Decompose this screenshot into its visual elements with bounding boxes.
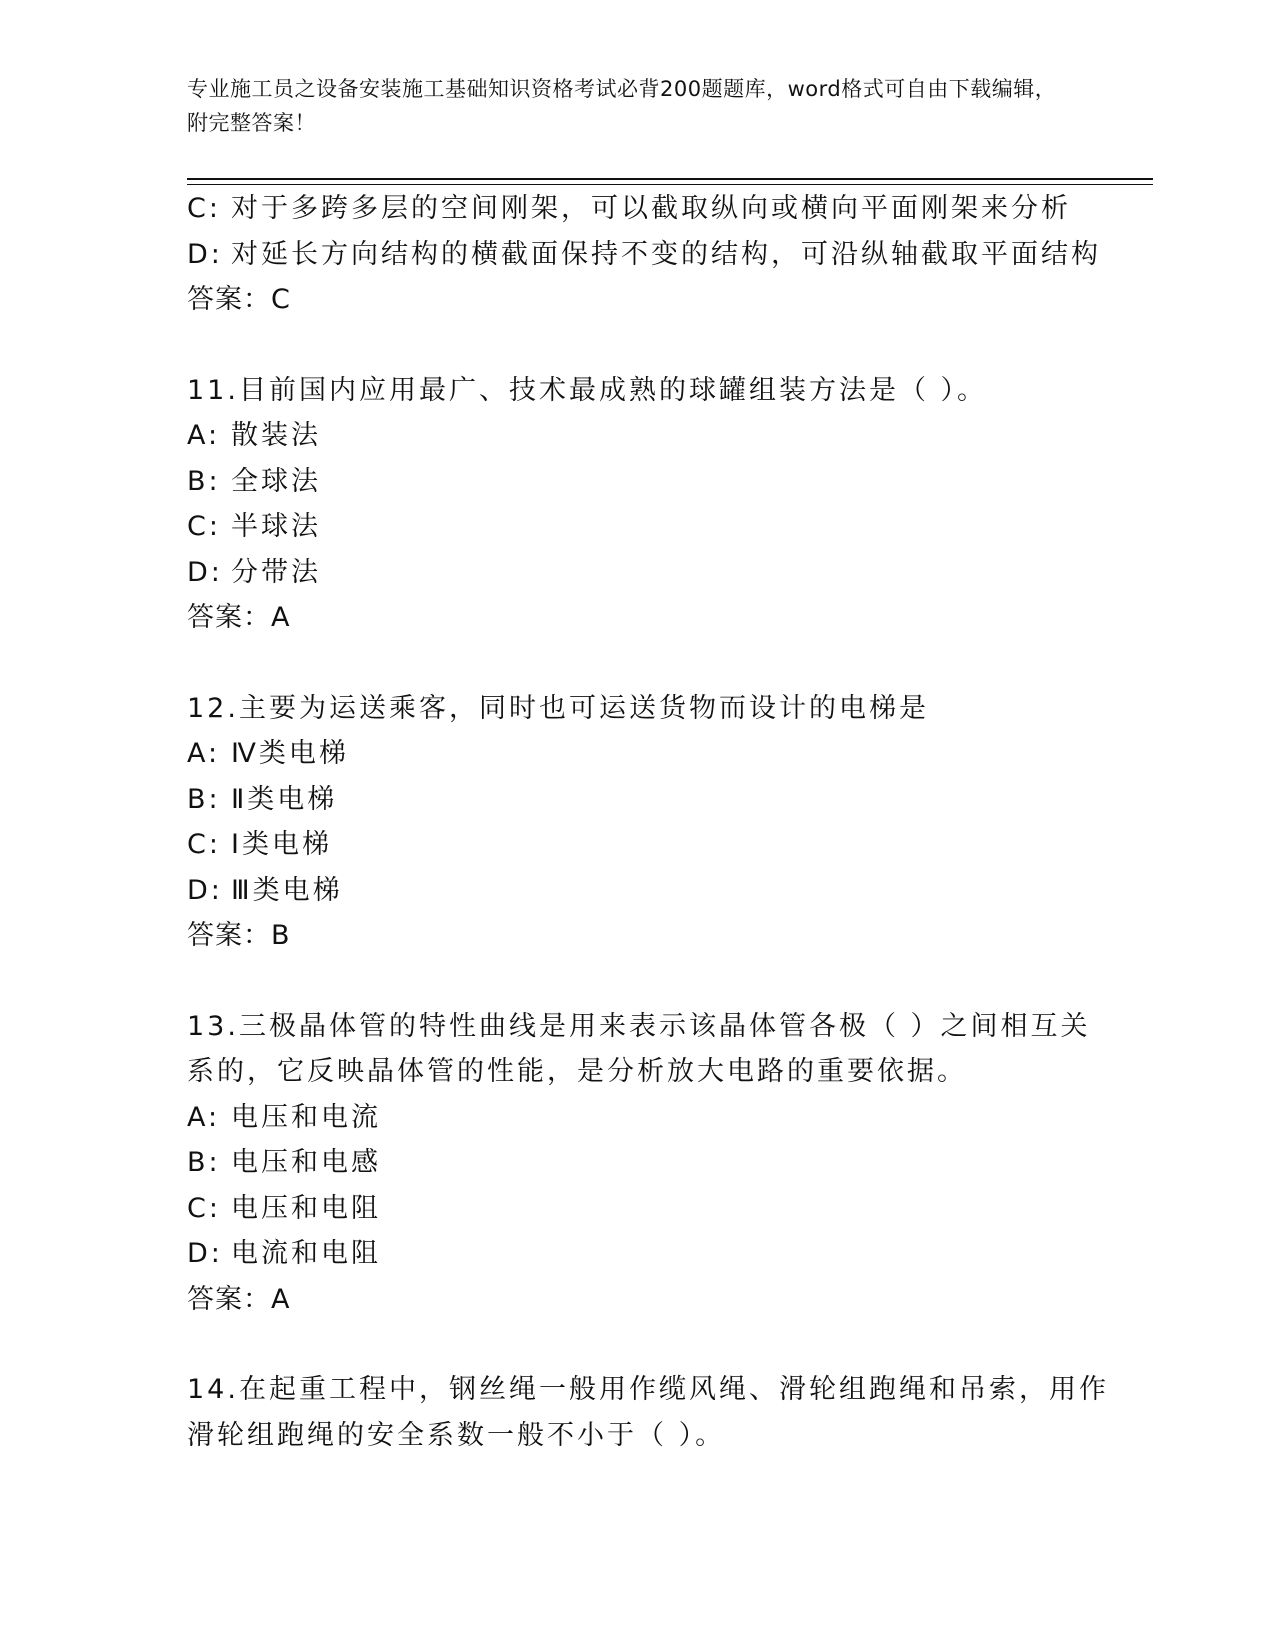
document-header-title: 专业施工员之设备安装施工基础知识资格考试必背200题题库，word格式可自由下载编辑，附完整答案！ bbox=[187, 77, 1057, 135]
header-divider-thick bbox=[187, 178, 1153, 180]
spacer bbox=[187, 323, 1087, 368]
question-14 bbox=[187, 1367, 1109, 1458]
question-13 bbox=[187, 1004, 1091, 1323]
option-key: C: bbox=[187, 829, 221, 860]
option-c bbox=[187, 822, 1087, 868]
option-text: 全球法 bbox=[231, 465, 321, 497]
option-text: Ⅲ类电梯 bbox=[231, 874, 343, 906]
option-key: A: bbox=[187, 738, 221, 769]
option-d bbox=[187, 232, 1101, 278]
question-11 bbox=[187, 368, 1087, 641]
spacer bbox=[187, 641, 1087, 686]
option-key: B: bbox=[187, 1147, 221, 1178]
option-d bbox=[187, 1231, 1087, 1277]
spacer bbox=[187, 1322, 1087, 1367]
option-key: D: bbox=[187, 874, 223, 906]
option-d bbox=[187, 550, 1087, 596]
option-text: 半球法 bbox=[231, 511, 321, 542]
option-key: B: bbox=[187, 465, 221, 497]
option-text: 分带法 bbox=[231, 556, 321, 588]
option-text: 电压和电感 bbox=[231, 1147, 381, 1178]
option-key: D: bbox=[187, 1238, 223, 1269]
answer-line: 答案：C bbox=[187, 284, 291, 315]
option-a bbox=[187, 413, 1087, 459]
question-12 bbox=[187, 686, 1087, 959]
option-key: C: bbox=[187, 193, 221, 224]
option-d bbox=[187, 868, 1087, 914]
question-stem-line-1: 13.三极晶体管的特性曲线是用来表示该晶体管各极（ ）之间相互关 bbox=[187, 1010, 1091, 1042]
answer-line: 答案：A bbox=[187, 1283, 291, 1315]
option-text: 对于多跨多层的空间刚架，可以截取纵向或横向平面刚架来分析 bbox=[231, 193, 1071, 224]
option-text: 对延长方向结构的横截面保持不变的结构，可沿纵轴截取平面结构 bbox=[231, 238, 1101, 270]
option-text: Ⅳ类电梯 bbox=[231, 738, 349, 769]
option-text: Ⅰ类电梯 bbox=[231, 829, 332, 860]
option-key: B: bbox=[187, 783, 221, 815]
header-divider-thin bbox=[187, 184, 1153, 185]
option-text: 电流和电阻 bbox=[231, 1238, 381, 1269]
question-stem: 12.主要为运送乘客，同时也可运送货物而设计的电梯是 bbox=[187, 692, 929, 724]
question-stem: 11.目前国内应用最广、技术最成熟的球罐组装方法是（ ）。 bbox=[187, 374, 988, 406]
option-key: A: bbox=[187, 420, 221, 451]
option-text: 电压和电流 bbox=[231, 1101, 381, 1133]
option-a bbox=[187, 731, 1087, 777]
option-b bbox=[187, 1140, 1087, 1186]
option-c bbox=[187, 1186, 1087, 1232]
question-stem-line-2: 滑轮组跑绳的安全系数一般不小于（ ）。 bbox=[187, 1419, 726, 1451]
option-text: Ⅱ类电梯 bbox=[231, 783, 338, 815]
option-key: C: bbox=[187, 1192, 221, 1224]
option-key: D: bbox=[187, 556, 223, 588]
question-stem-line-1: 14.在起重工程中，钢丝绳一般用作缆风绳、滑轮组跑绳和吊索，用作 bbox=[187, 1374, 1109, 1405]
option-b bbox=[187, 777, 1087, 823]
question-content bbox=[187, 186, 1109, 1458]
option-c bbox=[187, 504, 1087, 550]
carryover-question-tail bbox=[187, 186, 1101, 323]
option-b bbox=[187, 459, 1087, 505]
answer-line: 答案：A bbox=[187, 602, 291, 633]
answer-line: 答案：B bbox=[187, 920, 291, 951]
option-key: A: bbox=[187, 1101, 221, 1133]
option-key: D: bbox=[187, 238, 223, 270]
question-stem-line-2: 系的，它反映晶体管的性能，是分析放大电路的重要依据。 bbox=[187, 1056, 967, 1087]
spacer bbox=[187, 959, 1087, 1004]
option-text: 电压和电阻 bbox=[231, 1192, 381, 1224]
option-c bbox=[187, 186, 1087, 232]
option-key: C: bbox=[187, 511, 221, 542]
option-text: 散装法 bbox=[231, 420, 321, 451]
option-a bbox=[187, 1095, 1087, 1141]
